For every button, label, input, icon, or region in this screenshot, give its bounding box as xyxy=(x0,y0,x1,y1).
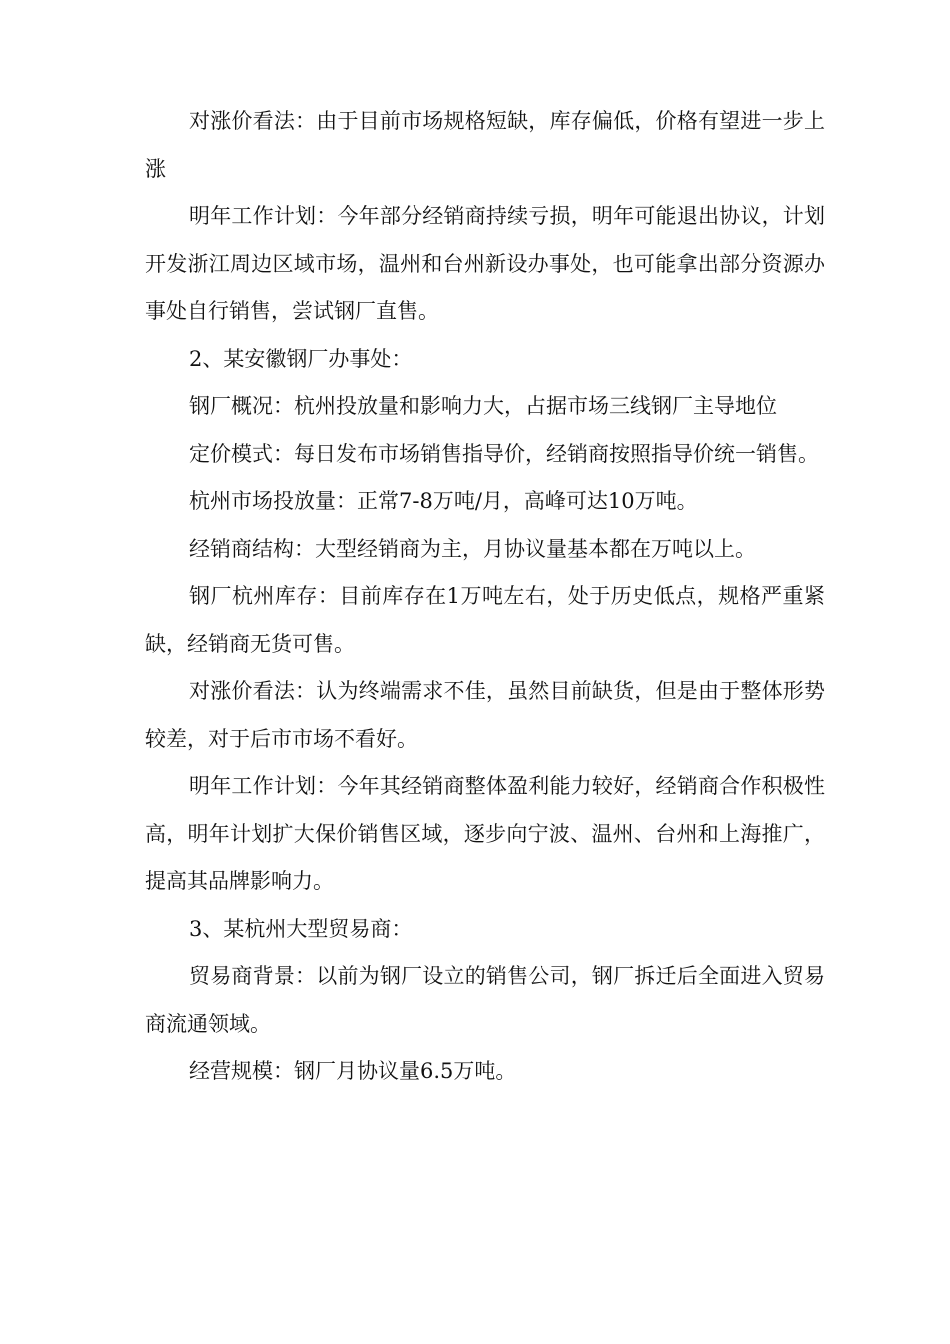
section-heading-anhui-office: 2、某安徽钢厂办事处： xyxy=(189,346,413,371)
section-heading-hangzhou-trader: 3、某杭州大型贸易商： xyxy=(189,916,413,941)
paragraph-hangzhou-inventory: 钢厂杭州库存：目前库存在1万吨左右，处于历史低点，规格严重紧缺，经销商无货可售。 xyxy=(145,584,825,656)
paragraph-pricing-model: 定价模式：每日发布市场销售指导价，经销商按照指导价统一销售。 xyxy=(189,441,819,466)
paragraph-trader-background: 贸易商背景：以前为钢厂设立的销售公司，钢厂拆迁后全面进入贸易商流通领域。 xyxy=(145,964,825,1036)
paragraph-business-scale: 经营规模：钢厂月协议量6.5万吨。 xyxy=(189,1059,517,1083)
paragraph-hangzhou-volume: 杭州市场投放量：正常7-8万吨/月，高峰可达10万吨。 xyxy=(189,489,698,513)
paragraph-price-view-2: 对涨价看法：认为终端需求不佳，虽然目前缺货，但是由于整体形势较差，对于后市市场不看好。 xyxy=(145,679,825,751)
document-body xyxy=(145,98,825,1096)
paragraph-price-view-1: 对涨价看法：由于目前市场规格短缺，库存偏低，价格有望进一步上涨 xyxy=(145,109,825,181)
paragraph-dealer-structure: 经销商结构：大型经销商为主，月协议量基本都在万吨以上。 xyxy=(189,536,756,561)
paragraph-mill-overview: 钢厂概况：杭州投放量和影响力大，占据市场三线钢厂主导地位 xyxy=(189,394,777,418)
paragraph-work-plan-2: 明年工作计划：今年其经销商整体盈利能力较好，经销商合作积极性高，明年计划扩大保价销售区域，逐步向宁波、温州、台州和上海推广，提高其品牌影响力。 xyxy=(145,774,825,893)
paragraph-work-plan-1: 明年工作计划：今年部分经销商持续亏损，明年可能退出协议，计划开发浙江周边区域市场，温州和台州新设办事处，也可能拿出部分资源办事处自行销售，尝试钢厂直售。 xyxy=(145,204,825,323)
